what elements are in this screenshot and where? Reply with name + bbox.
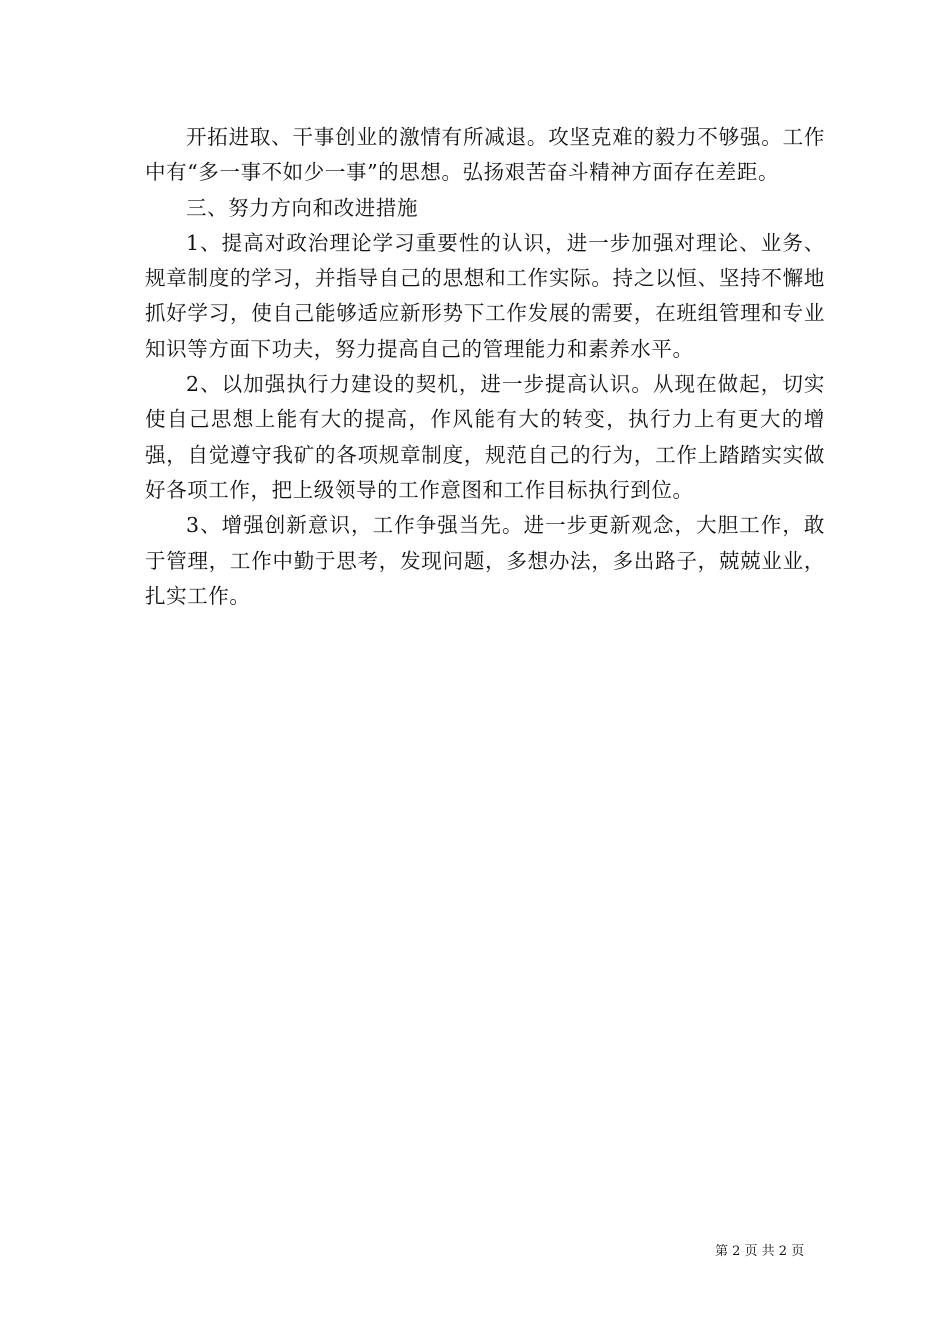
paragraph-measure-1: 1、提高对政治理论学习重要性的认识，进一步加强对理论、业务、规章制度的学习，并指导自己的思想和工作实际。持之以恒、坚持不懈地抓好学习，使自己能够适应新形势下工作发展的需要，在班组管理和专业知识等方面下功夫，努力提高自己的管理能力和素养水平。 (145, 230, 825, 361)
paragraph-continuation: 开拓进取、干事创业的激情有所减退。攻坚克难的毅力不够强。工作中有“多一事不如少一事”的思想。弘扬艰苦奋斗精神方面存在差距。 (145, 125, 825, 185)
paragraph-measure-2: 2、以加强执行力建设的契机，进一步提高认识。从现在做起，切实使自己思想上能有大的提高，作风能有大的转变，执行力上有更大的增强，自觉遵守我矿的各项规章制度，规范自己的行为，工作上踏踏实实做好各项工作，把上级领导的工作意图和工作目标执行到位。 (145, 372, 825, 502)
paragraph-measure-3: 3、增强创新意识，工作争强当先。进一步更新观念，大胆工作，敢于管理，工作中勤于思考，发现问题，多想办法，多出路子，兢兢业业，扎实工作。 (145, 513, 825, 608)
page-number-footer: 第 2 页 共 2 页 (715, 1244, 805, 1259)
section-heading: 三、努力方向和改进措施 (186, 195, 419, 220)
document-body (145, 120, 825, 614)
